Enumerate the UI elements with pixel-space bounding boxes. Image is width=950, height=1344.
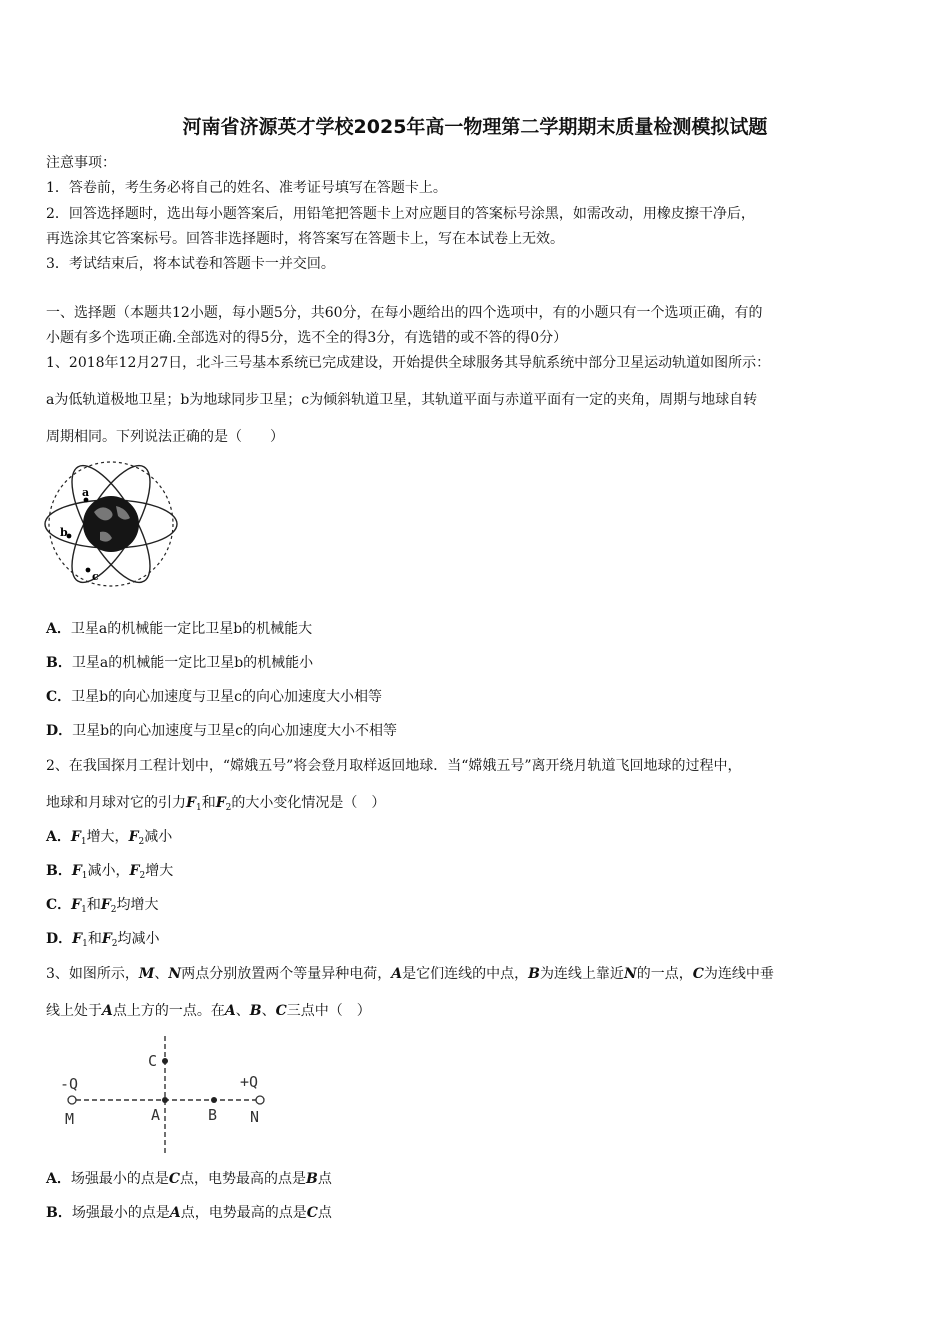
q1-stem: 周期相同。下列说法正确的是（ ） — [46, 429, 284, 445]
section-heading-cont: 小题有多个选项正确.全部选对的得5分，选不全的得3分，有选错的或不答的得0分） — [46, 330, 568, 346]
satellite-c-dot — [86, 568, 91, 573]
notice-heading: 注意事项： — [46, 155, 116, 171]
q2-option-c[interactable]: C．$F_1$和$F_2$均增大 — [46, 897, 159, 915]
point-c-dot — [162, 1058, 168, 1064]
q1-option-b[interactable]: B．卫星a的机械能一定比卫星b的机械能小 — [46, 655, 314, 671]
label-c: c — [92, 570, 99, 583]
notice-item: 1．答卷前，考生务必将自己的姓名、准考证号填写在答题卡上。 — [46, 180, 447, 196]
notice-item: 3．考试结束后，将本试卷和答题卡一并交回。 — [46, 256, 335, 272]
point-b-dot — [211, 1097, 217, 1103]
label-neg-q: -Q — [60, 1075, 79, 1093]
q3-stem: 线上处于A点上方的一点。在A、B、C三点中（ ） — [46, 1003, 371, 1019]
q2-stem: 地球和月球对它的引力$F_1$和$F_2$的大小变化情况是（ ） — [46, 795, 386, 813]
label-b: b — [60, 526, 68, 539]
label-a: A — [151, 1106, 161, 1124]
q1-option-c[interactable]: C．卫星b的向心加速度与卫星c的向心加速度大小相等 — [46, 689, 382, 705]
notice-item: 2．回答选择题时，选出每小题答案后，用铅笔把答题卡上对应题目的答案标号涂黑，如需改动，用橡皮擦干净后， — [46, 206, 755, 222]
q2-option-a[interactable]: A．$F_1$增大，$F_2$减小 — [46, 829, 173, 847]
charge-diagram — [52, 1032, 282, 1156]
q2-stem: 2、在我国探月工程计划中，“嫦娥五号”将会登月取样返回地球．当“嫦娥五号”离开绕月轨道飞回地球的过程中， — [46, 758, 742, 774]
q1-stem: 1、2018年12月27日，北斗三号基本系统已完成建设，开始提供全球服务其导航系统中部分卫星运动轨道如图所示： — [46, 355, 771, 371]
label-m: M — [65, 1110, 75, 1128]
charge-m-dot — [68, 1096, 76, 1104]
q2-option-d[interactable]: D．$F_1$和$F_2$均减小 — [46, 931, 160, 949]
q3-option-a[interactable]: A．场强最小的点是C点，电势最高的点是B点 — [46, 1171, 332, 1187]
q1-stem: a为低轨道极地卫星；b为地球同步卫星；c为倾斜轨道卫星，其轨道平面与赤道平面有一定的夹角，周期与地球自转 — [46, 392, 758, 408]
section-heading: 一、选择题（本题共12小题，每小题5分，共60分，在每小题给出的四个选项中，有的小题只有一个选项正确，有的 — [46, 305, 763, 321]
label-b: B — [208, 1106, 218, 1124]
satellite-orbit-figure — [44, 458, 184, 590]
notice-item: 再选涂其它答案标号。回答非选择题时，将答案写在答题卡上，写在本试卷上无效。 — [46, 231, 564, 247]
q1-option-a[interactable]: A．卫星a的机械能一定比卫星b的机械能大 — [46, 621, 313, 637]
point-a-dot — [162, 1097, 168, 1103]
label-c: C — [148, 1052, 158, 1070]
label-a: a — [82, 486, 90, 499]
label-n: N — [250, 1108, 260, 1126]
label-pos-q: +Q — [240, 1073, 259, 1091]
earth-globe — [83, 496, 139, 552]
page-title: 河南省济源英才学校2025年高一物理第二学期期末质量检测模拟试题 — [182, 116, 768, 138]
charge-n-dot — [256, 1096, 264, 1104]
q3-stem: 3、如图所示，M、N两点分别放置两个等量异种电荷，A是它们连线的中点，B为连线上靠近N的一点，C为连线中垂 — [46, 966, 774, 982]
q2-option-b[interactable]: B．$F_1$减小，$F_2$增大 — [46, 863, 174, 881]
q1-option-d[interactable]: D．卫星b的向心加速度与卫星c的向心加速度大小不相等 — [46, 723, 397, 739]
q3-option-b[interactable]: B．场强最小的点是A点，电势最高的点是C点 — [46, 1205, 332, 1221]
